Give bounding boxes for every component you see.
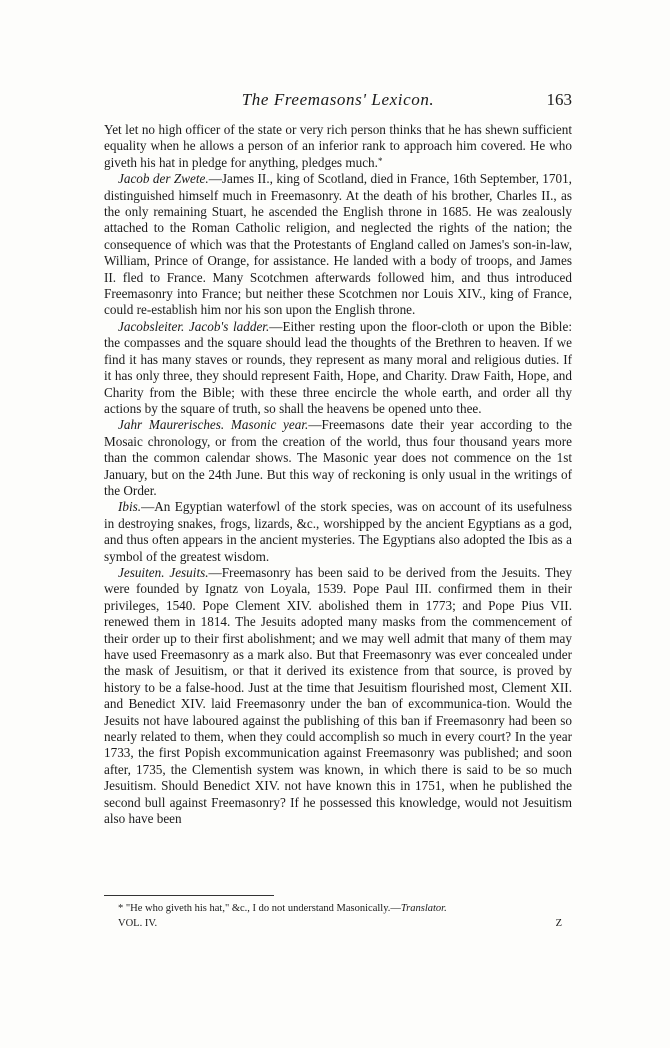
footnote-marker: * (377, 155, 383, 166)
entry-jahr-maurerisches (104, 417, 572, 499)
entry-term: Jacobsleiter. Jacob's ladder. (118, 318, 270, 334)
volume-label: VOL. IV. (118, 918, 158, 929)
entry-text: —James II., king of Scotland, died in France, 16th September, 1701, distinguished himself much in Freemasonry. At the death of his brother, Charles II., as the only remaining Stuart, he ascended the English throne in 1685. He was zealously attached to the Roman Catholic religion, and neglected the rights of the nation; the consequence of which was that the Protestants of England called on James's son-in-law, William, Prince of Orange, for assistance. He landed with a body of troops, and James II. fled to France. Many Scotchmen afterwards followed him, and thus introduced Freemasonry into France; but neither these Scotchmen nor Louis XIV., king of France, could re-establish him nor his son upon the English throne. (104, 171, 572, 318)
entry-text: —Freemasons date their year according to the Mosaic chronology, or from the creation of the world, thus four thousand years more than the common calendar shows. The Masonic year does not commence on the 1st January, but on the 24th June. But this way of reckoning is only usual in the writings of the Order. (104, 417, 572, 498)
entry-ibis (104, 499, 572, 565)
footnote-rule (104, 895, 274, 896)
footnote-text: * "He who giveth his hat," &c., I do not understand Masonically.— (118, 903, 401, 914)
page-number: 163 (546, 90, 572, 109)
footnote-translator: Translator. (400, 903, 447, 914)
entry-text: —An Egyptian waterfowl of the stork species, was on account of its usefulness in destroying snakes, frogs, lizards, &c., worshipped by the ancient Egyptians as a god, and thus often appears in the ancient mysteries. The Egyptians also adopted the Ibis as a symbol of the greatest wisdom. (104, 499, 572, 564)
signature-line (104, 918, 572, 932)
paragraph-text: Yet let no high officer of the state or very rich person thinks that he has shewn sufficient equality when he allows a person of an inferior rank to approach him covered. He who giveth his hat in pledge for anything, pledges much. (104, 122, 572, 170)
entry-term: Jahr Maurerisches. Masonic year. (118, 417, 309, 433)
entry-jesuiten (104, 565, 572, 828)
page-header (104, 90, 572, 112)
entry-jacob-der-zwete (104, 171, 572, 319)
entry-term: Jacob der Zwete. (118, 171, 209, 187)
running-title: The Freemasons' Lexicon. (241, 90, 435, 109)
body-text (104, 122, 572, 827)
paragraph-continuation (104, 122, 572, 171)
entry-term: Ibis. (118, 499, 142, 515)
entry-text: —Freemasonry has been said to be derived from the Jesuits. They were founded by Ignatz von Loyala, 1539. Pope Paul III. confirmed them in their privileges, 1540. Pope Clement XIV. abolished them in 1773; and Pope Pius VII. renewed them in 1814. The Jesuits adopted many masks from the commencement of their order up to their first abolishment; and we may well admit that many of them may have used Freemasonry as a mark also. But that Freemasonry was ever concealed under the mask of Jesuitism, or that it derived its existence from that source, is proved by history to be a false-hood. Just at the time that Jesuitism flourished most, Clement XII. and Benedict XIV. laid Freemasonry under the ban of excommunica-tion. Would the Jesuits not have laboured against the publishing of this ban if Freemasonry had been so nearly related to them, when they could accomplish so much in every court? In the year 1733, the first Popish excommunication against Freemasonry was published; and soon after, 1735, the Clementish system was known, in which there is said to be so much Jesuitism. Should Benedict XIV. not have known this in 1751, when he published the second bull against Freemasonry? If he possessed this knowledge, would not Jesuitism also have been (104, 564, 572, 827)
entry-jacobsleiter (104, 319, 572, 417)
entry-term: Jesuiten. Jesuits. (118, 564, 209, 580)
footnote (104, 902, 572, 915)
entry-text: —Either resting upon the floor-cloth or upon the Bible: the compasses and the square should lead the thoughts of the Brethren to heaven. If we find it has many staves or rounds, they represent as many moral and religious duties. If it has only three, they should represent Faith, Hope, and Charity. Draw Faith, Hope, and Charity from the Bible; with these three encircle the whole earth, and order all thy actions by the square of truth, so shall the heavens be opened unto thee. (104, 318, 572, 416)
signature-mark: Z (555, 918, 562, 929)
